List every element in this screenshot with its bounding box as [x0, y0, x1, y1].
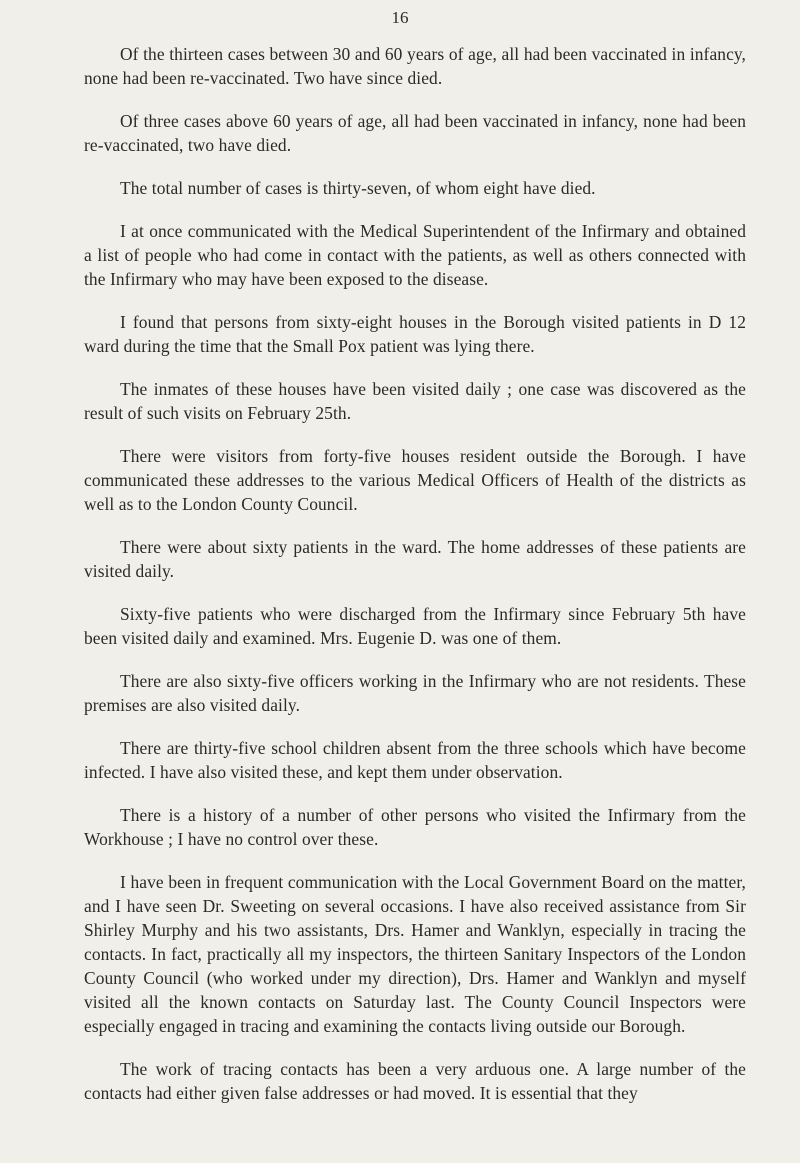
- paragraph-7: There were visitors from forty-five houses resident outside the Borough. I have communicated these addresses to the various Medical Officers of Health of the districts as well as to the London County Council.: [84, 446, 746, 514]
- paragraph-13: I have been in frequent communication with the Local Government Board on the matter, and I have seen Dr. Sweeting on several occasions. I have also received assistance from Sir Shirley Murphy and his two assistants, Drs. Hamer and Wanklyn, especially in tracing the contacts. In fact, practically all my inspectors, the thirteen Sanitary Inspectors of the London County Council (who worked under my direction), Drs. Hamer and Wanklyn and myself visited all the known contacts on Saturday last. The County Council Inspectors were especially engaged in tracing and examining the contacts living outside our Borough.: [84, 872, 746, 1036]
- paragraph-8: There were about sixty patients in the ward. The home addresses of these patients are visited daily.: [84, 537, 746, 581]
- paragraph-1: Of the thirteen cases between 30 and 60 years of age, all had been vaccinated in infancy, none had been re-vaccinated. Two have since died.: [84, 44, 746, 88]
- paragraph-4: I at once communicated with the Medical Superintendent of the Infirmary and obtained a list of people who had come in contact with the patients, as well as others connected with the Infirmary who may have been exposed to the disease.: [84, 221, 746, 289]
- paragraph-10: There are also sixty-five officers working in the Infirmary who are not residents. These premises are also visited daily.: [84, 671, 746, 715]
- paragraph-3: The total number of cases is thirty-seven, of whom eight have died.: [120, 178, 596, 198]
- page-number: 16: [391, 8, 409, 27]
- paragraph-2: Of three cases above 60 years of age, all had been vaccinated in infancy, none had been re-vaccinated, two have died.: [84, 111, 746, 155]
- paragraph-6: The inmates of these houses have been visited daily ; one case was discovered as the result of such visits on February 25th.: [84, 379, 746, 423]
- paragraph-14: The work of tracing contacts has been a very arduous one. A large number of the contacts had either given false addresses or had moved. It is essential that they: [84, 1059, 746, 1103]
- paragraph-11: There are thirty-five school children absent from the three schools which have become infected. I have also visited these, and kept them under observation.: [84, 738, 746, 782]
- body-text: [84, 42, 746, 1124]
- paragraph-12: There is a history of a number of other persons who visited the Infirmary from the Workhouse ; I have no control over these.: [84, 805, 746, 849]
- paragraph-5: I found that persons from sixty-eight houses in the Borough visited patients in D 12 ward during the time that the Small Pox patient was lying there.: [84, 312, 746, 356]
- paragraph-9: Sixty-five patients who were discharged from the Infirmary since February 5th have been visited daily and examined. Mrs. Eugenie D. was one of them.: [84, 604, 746, 648]
